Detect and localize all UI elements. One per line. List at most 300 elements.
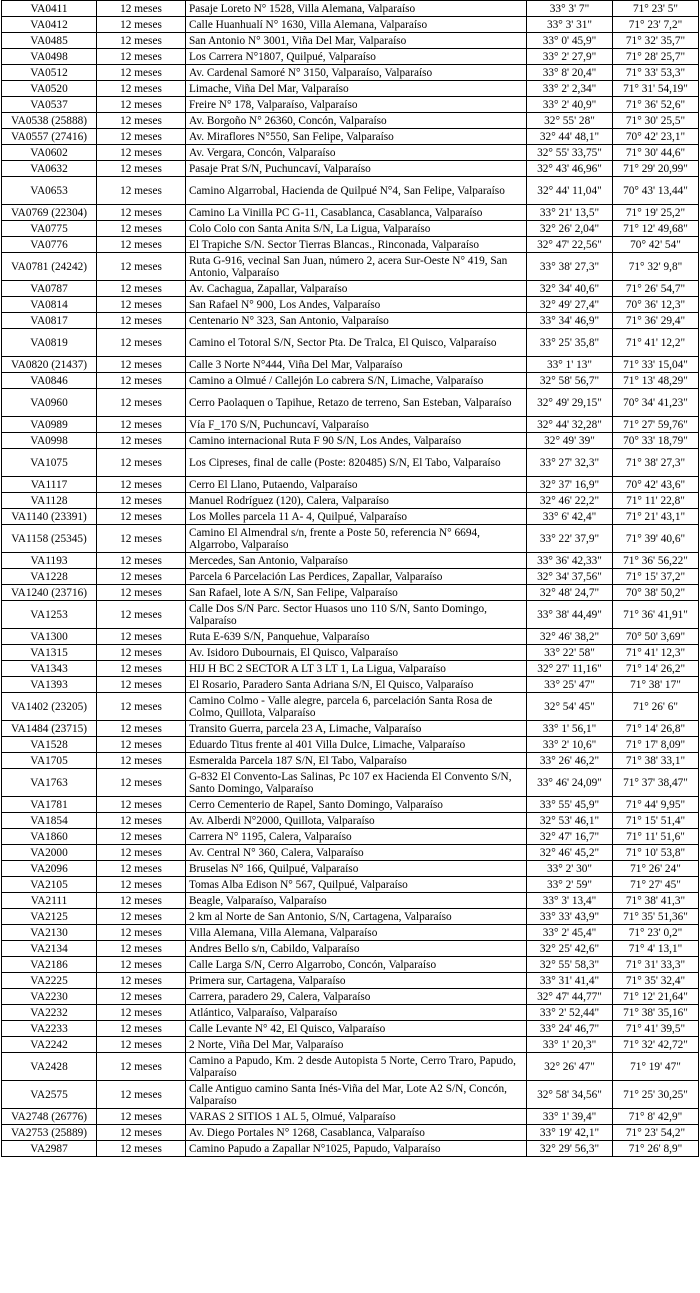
- term-cell: 12 meses: [97, 417, 186, 433]
- site-id-cell: VA2753 (25889): [2, 1125, 97, 1141]
- site-id-cell: VA0411: [2, 1, 97, 17]
- term-cell: 12 meses: [97, 1005, 186, 1021]
- latitude-cell: 32° 46' 22,2": [527, 493, 613, 509]
- site-id-cell: VA0819: [2, 329, 97, 357]
- term-cell: 12 meses: [97, 17, 186, 33]
- latitude-cell: 33° 6' 42,4": [527, 509, 613, 525]
- longitude-cell: 71° 33' 15,04": [613, 357, 699, 373]
- term-cell: 12 meses: [97, 525, 186, 553]
- address-cell: Ruta E-639 S/N, Panquehue, Valparaíso: [186, 629, 527, 645]
- table-row: [2, 1081, 699, 1109]
- term-cell: 12 meses: [97, 65, 186, 81]
- term-cell: 12 meses: [97, 629, 186, 645]
- term-cell: 12 meses: [97, 509, 186, 525]
- table-row: [2, 205, 699, 221]
- table-row: [2, 989, 699, 1005]
- address-cell: Calle Levante N° 42, El Quisco, Valparaíso: [186, 1021, 527, 1037]
- longitude-cell: 71° 23' 0,2": [613, 925, 699, 941]
- table-row: [2, 1021, 699, 1037]
- table-row: [2, 417, 699, 433]
- address-cell: Los Molles parcela 11 A- 4, Quilpué, Valparaíso: [186, 509, 527, 525]
- latitude-cell: 32° 27' 11,16": [527, 661, 613, 677]
- table-row: [2, 33, 699, 49]
- address-cell: Transito Guerra, parcela 23 A, Limache, Valparaíso: [186, 721, 527, 737]
- address-cell: Vía F_170 S/N, Puchuncaví, Valparaíso: [186, 417, 527, 433]
- term-cell: 12 meses: [97, 925, 186, 941]
- table-row: [2, 721, 699, 737]
- term-cell: 12 meses: [97, 477, 186, 493]
- longitude-cell: 71° 28' 25,7": [613, 49, 699, 65]
- table-row: [2, 693, 699, 721]
- table-row: [2, 629, 699, 645]
- latitude-cell: 32° 26' 2,04": [527, 221, 613, 237]
- site-id-cell: VA1781: [2, 797, 97, 813]
- address-cell: Colo Colo con Santa Anita S/N, La Ligua, Valparaíso: [186, 221, 527, 237]
- longitude-cell: 71° 15' 51,4": [613, 813, 699, 829]
- longitude-cell: 71° 32' 9,8": [613, 253, 699, 281]
- term-cell: 12 meses: [97, 813, 186, 829]
- table-row: [2, 661, 699, 677]
- term-cell: 12 meses: [97, 113, 186, 129]
- term-cell: 12 meses: [97, 769, 186, 797]
- longitude-cell: 71° 36' 29,4": [613, 313, 699, 329]
- table-row: [2, 973, 699, 989]
- site-id-cell: VA1300: [2, 629, 97, 645]
- site-id-cell: VA1128: [2, 493, 97, 509]
- table-row: [2, 389, 699, 417]
- site-id-cell: VA1528: [2, 737, 97, 753]
- address-cell: Camino Algarrobal, Hacienda de Quilpué N°4, San Felipe, Valparaíso: [186, 177, 527, 205]
- latitude-cell: 33° 46' 24,09": [527, 769, 613, 797]
- site-id-cell: VA0602: [2, 145, 97, 161]
- address-cell: Beagle, Valparaíso, Valparaíso: [186, 893, 527, 909]
- table-row: [2, 97, 699, 113]
- longitude-cell: 71° 38' 35,16": [613, 1005, 699, 1021]
- address-cell: 2 Norte, Viña Del Mar, Valparaíso: [186, 1037, 527, 1053]
- term-cell: 12 meses: [97, 1, 186, 17]
- address-cell: Av. Vergara, Concón, Valparaíso: [186, 145, 527, 161]
- site-id-cell: VA2230: [2, 989, 97, 1005]
- latitude-cell: 32° 55' 33,75": [527, 145, 613, 161]
- site-id-cell: VA1705: [2, 753, 97, 769]
- latitude-cell: 33° 2' 59": [527, 877, 613, 893]
- longitude-cell: 71° 38' 17": [613, 677, 699, 693]
- site-id-cell: VA0538 (25888): [2, 113, 97, 129]
- address-cell: Pasaje Loreto N° 1528, Villa Alemana, Valparaíso: [186, 1, 527, 17]
- latitude-cell: 33° 3' 7": [527, 1, 613, 17]
- site-id-cell: VA0769 (22304): [2, 205, 97, 221]
- site-id-cell: VA0814: [2, 297, 97, 313]
- term-cell: 12 meses: [97, 753, 186, 769]
- latitude-cell: 32° 44' 32,28": [527, 417, 613, 433]
- site-id-cell: VA2748 (26776): [2, 1109, 97, 1125]
- term-cell: 12 meses: [97, 973, 186, 989]
- term-cell: 12 meses: [97, 1053, 186, 1081]
- latitude-cell: 32° 54' 45": [527, 693, 613, 721]
- longitude-cell: 70° 34' 41,23": [613, 389, 699, 417]
- table-row: [2, 297, 699, 313]
- address-cell: Cerro El Llano, Putaendo, Valparaíso: [186, 477, 527, 493]
- latitude-cell: 33° 2' 52,44": [527, 1005, 613, 1021]
- latitude-cell: 33° 55' 45,9": [527, 797, 613, 813]
- table-row: [2, 1053, 699, 1081]
- latitude-cell: 32° 26' 47": [527, 1053, 613, 1081]
- site-id-cell: VA0485: [2, 33, 97, 49]
- table-row: [2, 113, 699, 129]
- term-cell: 12 meses: [97, 253, 186, 281]
- site-id-cell: VA1854: [2, 813, 97, 829]
- longitude-cell: 71° 39' 40,6": [613, 525, 699, 553]
- site-id-cell: VA0846: [2, 373, 97, 389]
- longitude-cell: 71° 35' 51,36": [613, 909, 699, 925]
- table-row: [2, 909, 699, 925]
- address-cell: El Trapiche S/N. Sector Tierras Blancas., Rinconada, Valparaíso: [186, 237, 527, 253]
- term-cell: 12 meses: [97, 449, 186, 477]
- site-id-cell: VA2233: [2, 1021, 97, 1037]
- latitude-cell: 32° 53' 46,1": [527, 813, 613, 829]
- table-row: [2, 797, 699, 813]
- address-cell: Av. Miraflores N°550, San Felipe, Valparaíso: [186, 129, 527, 145]
- latitude-cell: 32° 29' 56,3": [527, 1141, 613, 1157]
- site-id-cell: VA2575: [2, 1081, 97, 1109]
- term-cell: 12 meses: [97, 877, 186, 893]
- longitude-cell: 71° 19' 25,2": [613, 205, 699, 221]
- table-row: [2, 449, 699, 477]
- site-id-cell: VA0775: [2, 221, 97, 237]
- site-id-cell: VA2125: [2, 909, 97, 925]
- term-cell: 12 meses: [97, 1081, 186, 1109]
- latitude-cell: 33° 27' 32,3": [527, 449, 613, 477]
- sites-table: [1, 0, 699, 1157]
- longitude-cell: 71° 37' 38,47": [613, 769, 699, 797]
- longitude-cell: 71° 38' 27,3": [613, 449, 699, 477]
- site-id-cell: VA0776: [2, 237, 97, 253]
- address-cell: Manuel Rodríguez (120), Calera, Valparaíso: [186, 493, 527, 509]
- table-row: [2, 813, 699, 829]
- table-row: [2, 145, 699, 161]
- longitude-cell: 71° 26' 54,7": [613, 281, 699, 297]
- latitude-cell: 33° 8' 20,4": [527, 65, 613, 81]
- table-row: [2, 525, 699, 553]
- address-cell: Camino La Vinilla PC G-11, Casablanca, Casablanca, Valparaíso: [186, 205, 527, 221]
- table-row: [2, 237, 699, 253]
- table-row: [2, 677, 699, 693]
- site-id-cell: VA1193: [2, 553, 97, 569]
- address-cell: G-832 El Convento-Las Salinas, Pc 107 ex Hacienda El Convento S/N, Santo Domingo, Valparaíso: [186, 769, 527, 797]
- address-cell: Tomas Alba Edison N° 567, Quilpué, Valparaíso: [186, 877, 527, 893]
- latitude-cell: 32° 37' 16,9": [527, 477, 613, 493]
- address-cell: Calle Huanhualí N° 1630, Villa Alemana, Valparaíso: [186, 17, 527, 33]
- latitude-cell: 32° 46' 38,2": [527, 629, 613, 645]
- address-cell: Av. Central N° 360, Calera, Valparaíso: [186, 845, 527, 861]
- longitude-cell: 71° 26' 8,9": [613, 1141, 699, 1157]
- longitude-cell: 71° 14' 26,8": [613, 721, 699, 737]
- longitude-cell: 71° 25' 30,25": [613, 1081, 699, 1109]
- latitude-cell: 33° 2' 30": [527, 861, 613, 877]
- term-cell: 12 meses: [97, 373, 186, 389]
- table-row: [2, 221, 699, 237]
- address-cell: Esmeralda Parcela 187 S/N, El Tabo, Valparaíso: [186, 753, 527, 769]
- term-cell: 12 meses: [97, 797, 186, 813]
- site-id-cell: VA0817: [2, 313, 97, 329]
- latitude-cell: 33° 2' 27,9": [527, 49, 613, 65]
- latitude-cell: 33° 1' 20,3": [527, 1037, 613, 1053]
- latitude-cell: 32° 43' 46,96": [527, 161, 613, 177]
- address-cell: Limache, Viña Del Mar, Valparaíso: [186, 81, 527, 97]
- table-row: [2, 769, 699, 797]
- term-cell: 12 meses: [97, 861, 186, 877]
- table-row: [2, 1005, 699, 1021]
- longitude-cell: 71° 30' 44,6": [613, 145, 699, 161]
- latitude-cell: 33° 26' 46,2": [527, 753, 613, 769]
- latitude-cell: 32° 58' 34,56": [527, 1081, 613, 1109]
- table-row: [2, 925, 699, 941]
- longitude-cell: 71° 36' 56,22": [613, 553, 699, 569]
- latitude-cell: 32° 44' 11,04": [527, 177, 613, 205]
- address-cell: Villa Alemana, Villa Alemana, Valparaíso: [186, 925, 527, 941]
- latitude-cell: 32° 25' 42,6": [527, 941, 613, 957]
- latitude-cell: 33° 3' 13,4": [527, 893, 613, 909]
- latitude-cell: 33° 1' 56,1": [527, 721, 613, 737]
- term-cell: 12 meses: [97, 693, 186, 721]
- longitude-cell: 71° 15' 37,2": [613, 569, 699, 585]
- table-row: [2, 329, 699, 357]
- site-id-cell: VA2186: [2, 957, 97, 973]
- address-cell: Eduardo Titus frente al 401 Villa Dulce, Limache, Valparaíso: [186, 737, 527, 753]
- term-cell: 12 meses: [97, 553, 186, 569]
- site-id-cell: VA2096: [2, 861, 97, 877]
- term-cell: 12 meses: [97, 677, 186, 693]
- longitude-cell: 71° 23' 54,2": [613, 1125, 699, 1141]
- latitude-cell: 32° 46' 45,2": [527, 845, 613, 861]
- longitude-cell: 71° 29' 20,99": [613, 161, 699, 177]
- longitude-cell: 71° 30' 25,5": [613, 113, 699, 129]
- term-cell: 12 meses: [97, 177, 186, 205]
- table-row: [2, 81, 699, 97]
- address-cell: Av. Alberdi N°2000, Quillota, Valparaíso: [186, 813, 527, 829]
- latitude-cell: 32° 34' 37,56": [527, 569, 613, 585]
- address-cell: Pasaje Prat S/N, Puchuncaví, Valparaíso: [186, 161, 527, 177]
- address-cell: Av. Borgoño N° 26360, Concón, Valparaíso: [186, 113, 527, 129]
- term-cell: 12 meses: [97, 81, 186, 97]
- longitude-cell: 70° 38' 50,2": [613, 585, 699, 601]
- latitude-cell: 33° 19' 42,1": [527, 1125, 613, 1141]
- longitude-cell: 71° 4' 13,1": [613, 941, 699, 957]
- site-id-cell: VA0989: [2, 417, 97, 433]
- site-id-cell: VA1075: [2, 449, 97, 477]
- latitude-cell: 33° 3' 31": [527, 17, 613, 33]
- address-cell: Los Cipreses, final de calle (Poste: 820485) S/N, El Tabo, Valparaíso: [186, 449, 527, 477]
- site-id-cell: VA2232: [2, 1005, 97, 1021]
- site-id-cell: VA0632: [2, 161, 97, 177]
- longitude-cell: 71° 26' 6": [613, 693, 699, 721]
- site-id-cell: VA1228: [2, 569, 97, 585]
- term-cell: 12 meses: [97, 1109, 186, 1125]
- latitude-cell: 32° 44' 48,1": [527, 129, 613, 145]
- address-cell: Camino Colmo - Valle alegre, parcela 6, parcelación Santa Rosa de Colmo, Quillota, Valparaíso: [186, 693, 527, 721]
- table-row: [2, 65, 699, 81]
- site-id-cell: VA1140 (23391): [2, 509, 97, 525]
- table-row: [2, 281, 699, 297]
- longitude-cell: 71° 27' 59,76": [613, 417, 699, 433]
- longitude-cell: 71° 41' 39,5": [613, 1021, 699, 1037]
- table-row: [2, 433, 699, 449]
- table-row: [2, 957, 699, 973]
- latitude-cell: 33° 38' 44,49": [527, 601, 613, 629]
- table-row: [2, 829, 699, 845]
- latitude-cell: 33° 2' 10,6": [527, 737, 613, 753]
- term-cell: 12 meses: [97, 313, 186, 329]
- longitude-cell: 71° 44' 9,95": [613, 797, 699, 813]
- longitude-cell: 71° 26' 24": [613, 861, 699, 877]
- site-id-cell: VA0498: [2, 49, 97, 65]
- site-id-cell: VA0960: [2, 389, 97, 417]
- site-id-cell: VA0653: [2, 177, 97, 205]
- address-cell: Camino internacional Ruta F 90 S/N, Los Andes, Valparaíso: [186, 433, 527, 449]
- longitude-cell: 70° 42' 54": [613, 237, 699, 253]
- table-row: [2, 177, 699, 205]
- site-id-cell: VA2130: [2, 925, 97, 941]
- term-cell: 12 meses: [97, 493, 186, 509]
- latitude-cell: 33° 34' 46,9": [527, 313, 613, 329]
- address-cell: San Rafael, lote A S/N, San Felipe, Valparaíso: [186, 585, 527, 601]
- term-cell: 12 meses: [97, 737, 186, 753]
- address-cell: Calle Dos S/N Parc. Sector Huasos uno 110 S/N, Santo Domingo, Valparaíso: [186, 601, 527, 629]
- term-cell: 12 meses: [97, 721, 186, 737]
- address-cell: VARAS 2 SITIOS 1 AL 5, Olmué, Valparaíso: [186, 1109, 527, 1125]
- site-id-cell: VA0787: [2, 281, 97, 297]
- sites-table-body: [2, 1, 699, 1157]
- address-cell: Freire N° 178, Valparaíso, Valparaíso: [186, 97, 527, 113]
- table-row: [2, 941, 699, 957]
- table-row: [2, 645, 699, 661]
- table-row: [2, 585, 699, 601]
- address-cell: Calle Larga S/N, Cerro Algarrobo, Concón, Valparaíso: [186, 957, 527, 973]
- latitude-cell: 32° 55' 28": [527, 113, 613, 129]
- table-row: [2, 477, 699, 493]
- term-cell: 12 meses: [97, 957, 186, 973]
- address-cell: Carrera N° 1195, Calera, Valparaíso: [186, 829, 527, 845]
- table-row: [2, 1037, 699, 1053]
- term-cell: 12 meses: [97, 205, 186, 221]
- term-cell: 12 meses: [97, 97, 186, 113]
- address-cell: Mercedes, San Antonio, Valparaíso: [186, 553, 527, 569]
- longitude-cell: 71° 36' 52,6": [613, 97, 699, 113]
- term-cell: 12 meses: [97, 161, 186, 177]
- latitude-cell: 32° 47' 16,7": [527, 829, 613, 845]
- term-cell: 12 meses: [97, 569, 186, 585]
- latitude-cell: 33° 0' 45,9": [527, 33, 613, 49]
- address-cell: Av. Diego Portales N° 1268, Casablanca, Valparaíso: [186, 1125, 527, 1141]
- longitude-cell: 70° 36' 12,3": [613, 297, 699, 313]
- address-cell: Parcela 6 Parcelación Las Perdices, Zapallar, Valparaíso: [186, 569, 527, 585]
- address-cell: Atlántico, Valparaíso, Valparaíso: [186, 1005, 527, 1021]
- site-id-cell: VA0820 (21437): [2, 357, 97, 373]
- table-row: [2, 553, 699, 569]
- address-cell: Camino El Almendral s/n, frente a Poste 50, referencia N° 6694, Algarrobo, Valparaíso: [186, 525, 527, 553]
- latitude-cell: 33° 25' 47": [527, 677, 613, 693]
- latitude-cell: 33° 36' 42,33": [527, 553, 613, 569]
- site-id-cell: VA1393: [2, 677, 97, 693]
- term-cell: 12 meses: [97, 585, 186, 601]
- longitude-cell: 71° 23' 5": [613, 1, 699, 17]
- site-id-cell: VA1763: [2, 769, 97, 797]
- term-cell: 12 meses: [97, 129, 186, 145]
- latitude-cell: 33° 33' 43,9": [527, 909, 613, 925]
- address-cell: Primera sur, Cartagena, Valparaíso: [186, 973, 527, 989]
- address-cell: HIJ H BC 2 SECTOR A LT 3 LT 1, La Ligua, Valparaíso: [186, 661, 527, 677]
- site-id-cell: VA1253: [2, 601, 97, 629]
- longitude-cell: 71° 32' 35,7": [613, 33, 699, 49]
- term-cell: 12 meses: [97, 989, 186, 1005]
- longitude-cell: 71° 8' 42,9": [613, 1109, 699, 1125]
- longitude-cell: 71° 38' 41,3": [613, 893, 699, 909]
- latitude-cell: 33° 1' 13": [527, 357, 613, 373]
- site-id-cell: VA1240 (23716): [2, 585, 97, 601]
- site-id-cell: VA0781 (24242): [2, 253, 97, 281]
- longitude-cell: 70° 43' 13,44": [613, 177, 699, 205]
- longitude-cell: 70° 42' 23,1": [613, 129, 699, 145]
- address-cell: El Rosario, Paradero Santa Adriana S/N, El Quisco, Valparaíso: [186, 677, 527, 693]
- site-id-cell: VA2225: [2, 973, 97, 989]
- latitude-cell: 33° 38' 27,3": [527, 253, 613, 281]
- longitude-cell: 70° 33' 18,79": [613, 433, 699, 449]
- longitude-cell: 71° 38' 33,1": [613, 753, 699, 769]
- site-id-cell: VA1860: [2, 829, 97, 845]
- table-row: [2, 861, 699, 877]
- site-id-cell: VA0998: [2, 433, 97, 449]
- latitude-cell: 32° 49' 29,15": [527, 389, 613, 417]
- term-cell: 12 meses: [97, 601, 186, 629]
- address-cell: Ruta G-916, vecinal San Juan, número 2, acera Sur-Oeste N° 419, San Antonio, Valparaíso: [186, 253, 527, 281]
- term-cell: 12 meses: [97, 1037, 186, 1053]
- table-row: [2, 509, 699, 525]
- term-cell: 12 meses: [97, 297, 186, 313]
- site-id-cell: VA0537: [2, 97, 97, 113]
- site-id-cell: VA2000: [2, 845, 97, 861]
- latitude-cell: 33° 24' 46,7": [527, 1021, 613, 1037]
- table-row: [2, 1, 699, 17]
- term-cell: 12 meses: [97, 661, 186, 677]
- term-cell: 12 meses: [97, 281, 186, 297]
- address-cell: Camino el Totoral S/N, Sector Pta. De Tralca, El Quisco, Valparaíso: [186, 329, 527, 357]
- site-id-cell: VA1484 (23715): [2, 721, 97, 737]
- term-cell: 12 meses: [97, 145, 186, 161]
- table-row: [2, 253, 699, 281]
- address-cell: Centenario N° 323, San Antonio, Valparaíso: [186, 313, 527, 329]
- table-row: [2, 893, 699, 909]
- term-cell: 12 meses: [97, 433, 186, 449]
- longitude-cell: 71° 10' 53,8": [613, 845, 699, 861]
- table-row: [2, 601, 699, 629]
- longitude-cell: 71° 21' 43,1": [613, 509, 699, 525]
- table-row: [2, 1141, 699, 1157]
- term-cell: 12 meses: [97, 909, 186, 925]
- longitude-cell: 71° 11' 22,8": [613, 493, 699, 509]
- address-cell: Camino a Olmué / Callejón Lo cabrera S/N, Limache, Valparaíso: [186, 373, 527, 389]
- table-row: [2, 1109, 699, 1125]
- table-row: [2, 17, 699, 33]
- site-id-cell: VA2242: [2, 1037, 97, 1053]
- longitude-cell: 71° 31' 54,19": [613, 81, 699, 97]
- term-cell: 12 meses: [97, 237, 186, 253]
- latitude-cell: 32° 55' 58,3": [527, 957, 613, 973]
- address-cell: Bruselas N° 166, Quilpué, Valparaíso: [186, 861, 527, 877]
- term-cell: 12 meses: [97, 357, 186, 373]
- site-id-cell: VA2428: [2, 1053, 97, 1081]
- address-cell: 2 km al Norte de San Antonio, S/N, Cartagena, Valparaíso: [186, 909, 527, 925]
- table-row: [2, 845, 699, 861]
